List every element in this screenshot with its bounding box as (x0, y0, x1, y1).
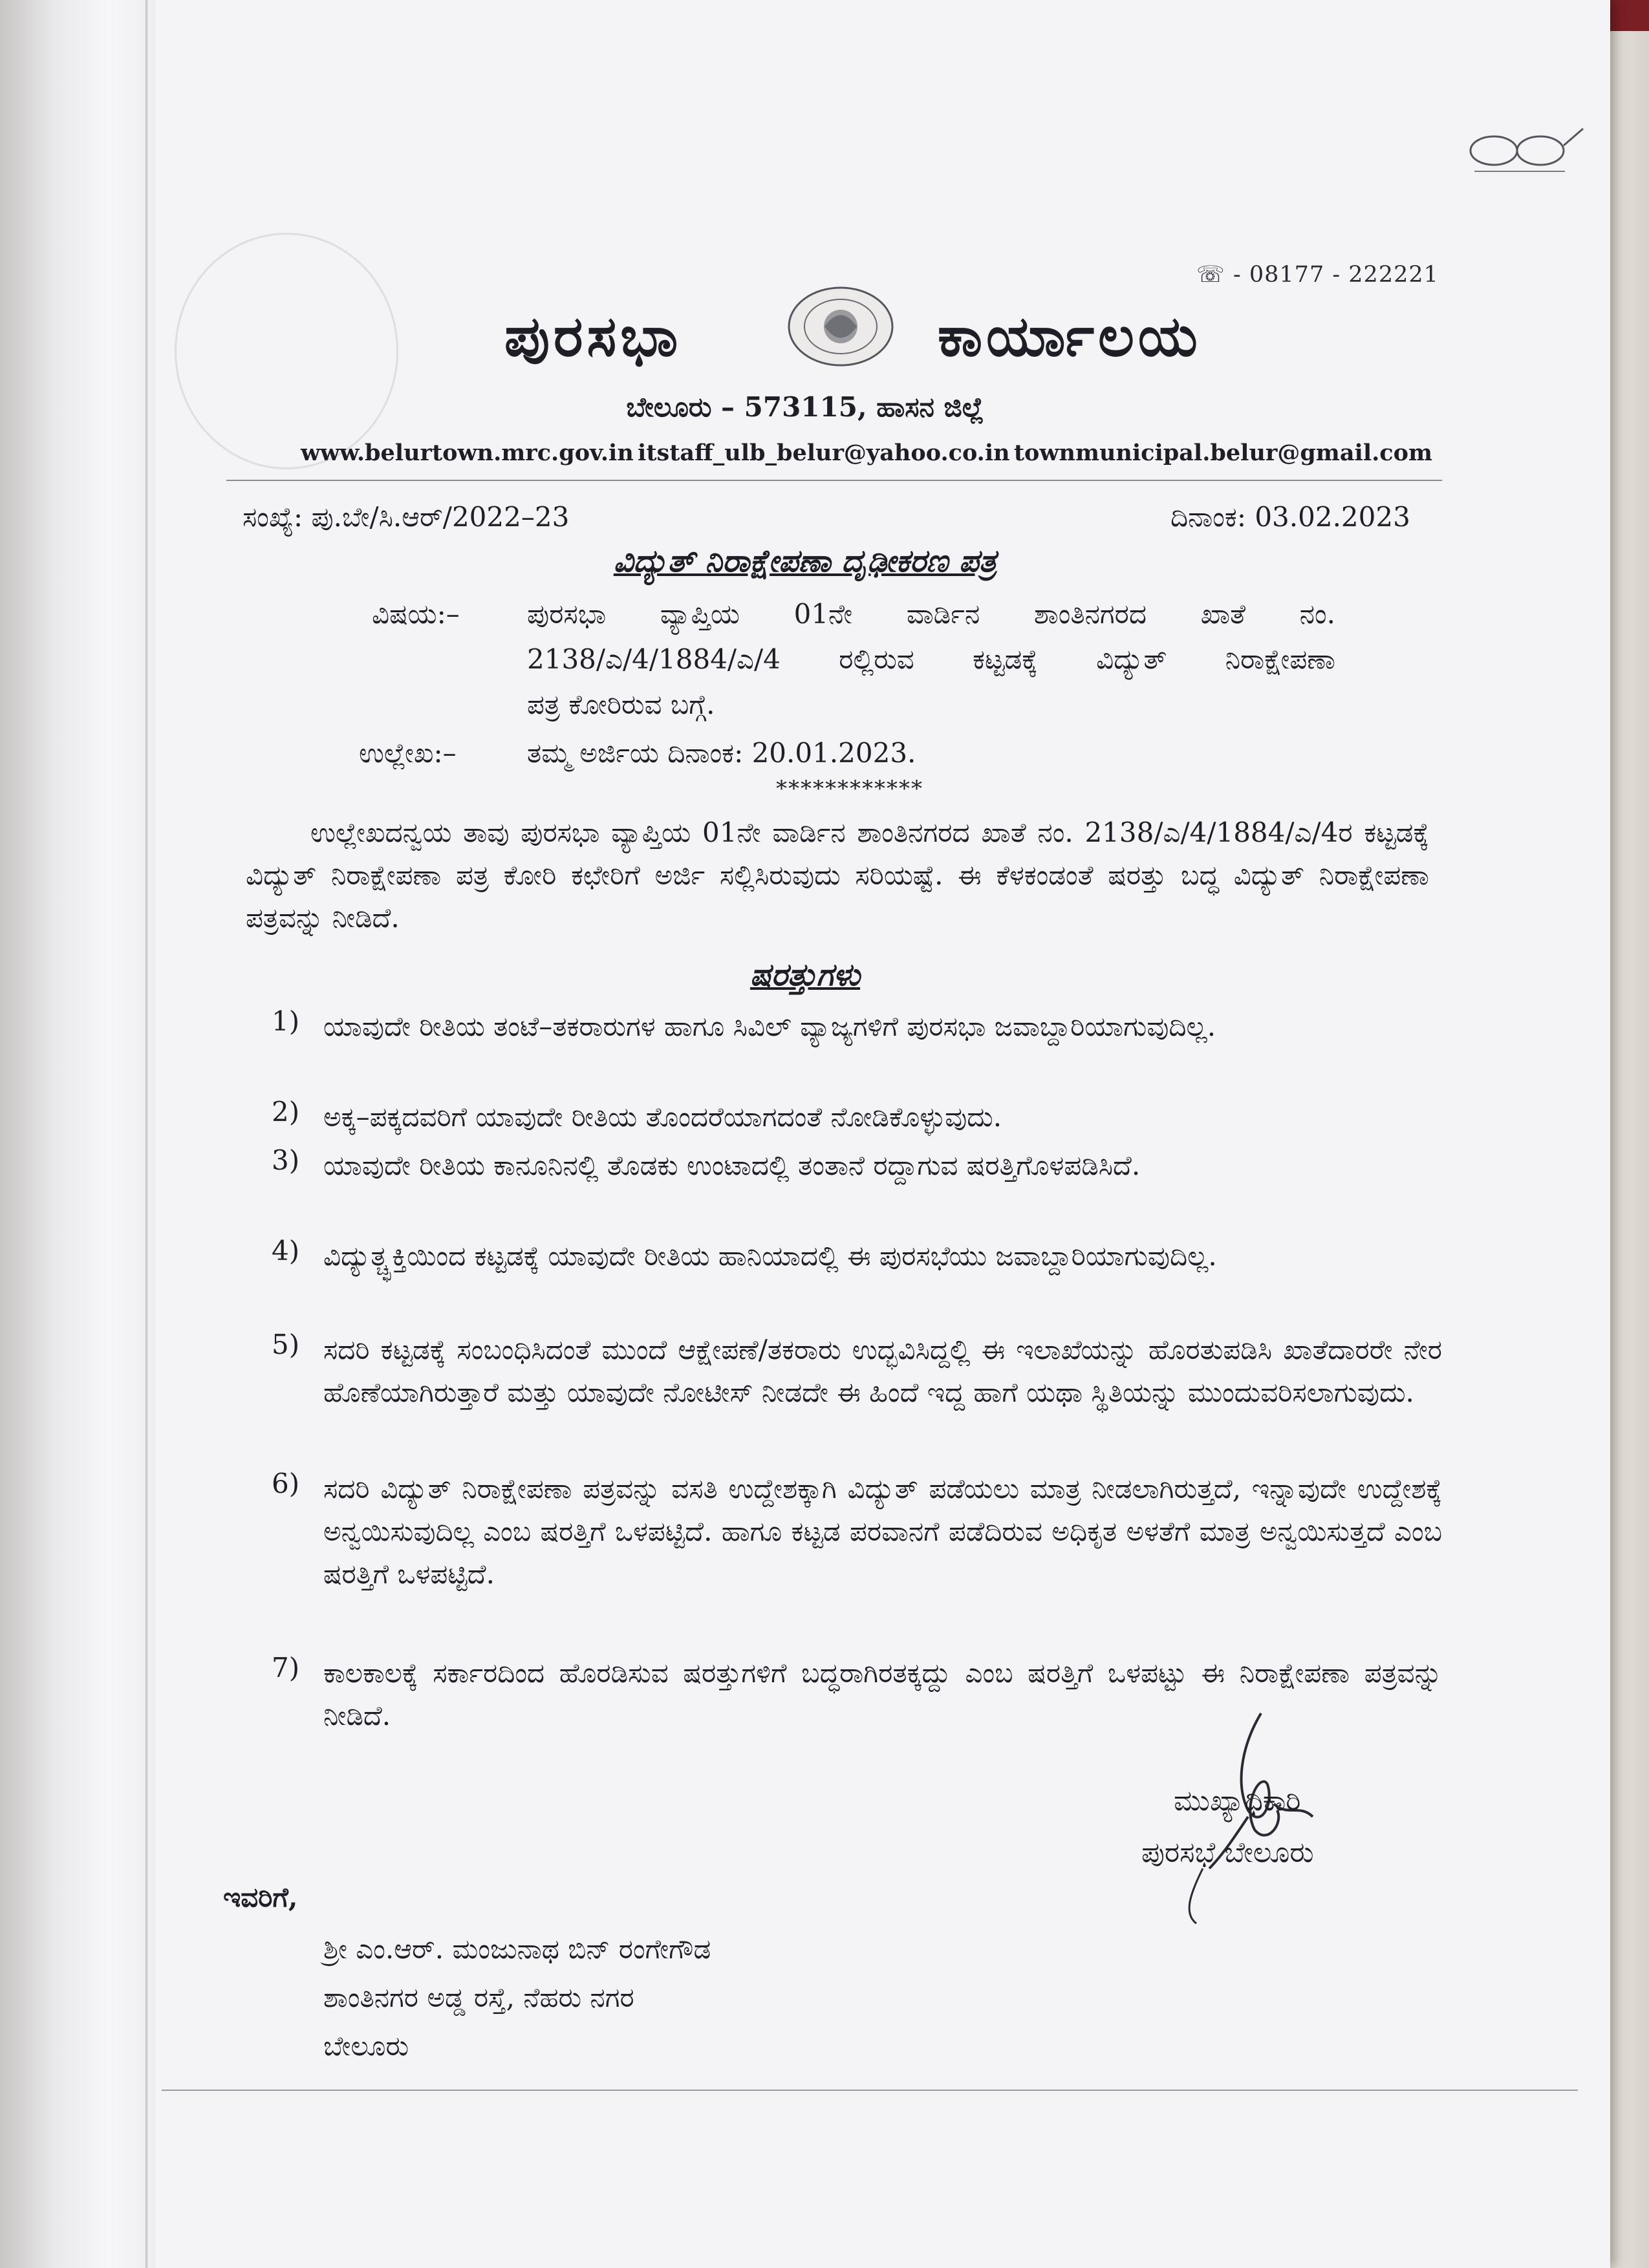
reference-text: ತಮ್ಮ ಅರ್ಜಿಯ ದಿನಾಂಕ: 20.01.2023. (527, 737, 916, 769)
subject-line: ಪುರಸಭಾ ವ್ಯಾಪ್ತಿಯ 01ನೇ ವಾರ್ಡಿನ ಶಾಂತಿನಗರದ ಖಾತೆ ನಂ. (527, 598, 1335, 630)
reference-label: ಉಲ್ಲೇಖ:– (359, 737, 457, 769)
footer-divider (162, 2090, 1578, 2091)
letter-date (1170, 501, 1410, 533)
website-text: www.belurtown.mrc.gov.in (301, 440, 634, 466)
faded-stamp-impression (175, 233, 398, 469)
condition-text: ಸದರಿ ಕಟ್ಟಡಕ್ಕೆ ಸಂಬಂಧಿಸಿದಂತೆ ಮುಂದೆ ಆಕ್ಷೇಪಣೆ/ತಕರಾರು ಉದ್ಭವಿಸಿದ್ದಲ್ಲಿ ಈ ಇಲಾಖೆಯನ್ನು ಹೊರತುಪಡಿಸಿ ಖಾತೆದಾರರೇ ನೇರ ಹೊಣೆಯಾಗಿರುತ್ತಾರೆ ಮತ್ತು ಯಾವುದೇ ನೋಟೀಸ್ ನೀಡದೇ ಈ ಹಿಂದೆ ಇದ್ದ ಹಾಗೆ ಯಥಾ ಸ್ಥಿತಿಯನ್ನು ಮುಂದುವರಿಸಲಾಗುವುದು. (323, 1334, 1442, 1408)
condition-number: 6) (272, 1468, 300, 1499)
recipient-name: ಶ್ರೀ ಎಂ.ಆರ್. ಮಂಜುನಾಥ ಬಿನ್ ರಂಗೇಗೌಡ (323, 1933, 711, 1965)
office-title-right: ಕಾರ್ಯಾಲಯ (938, 304, 1202, 369)
condition-number: 7) (272, 1652, 300, 1684)
condition-text: ಕಾಲಕಾಲಕ್ಕೆ ಸರ್ಕಾರದಿಂದ ಹೊರಡಿಸುವ ಷರತ್ತುಗಳಿಗೆ ಬದ್ಧರಾಗಿರತಕ್ಕದ್ದು ಎಂಬ ಷರತ್ತಿಗೆ ಒಳಪಟ್ಟು ಈ ನಿರಾಕ್ಷೇಪಣಾ ಪತ್ರವನ್ನು ನೀಡಿದೆ. (323, 1657, 1442, 1731)
signatory-office: ಪುರಸಭೆ ಬೇಲೂರು (1141, 1836, 1314, 1869)
subject-line: ಪತ್ರ ಕೋರಿರುವ ಬಗ್ಗೆ. (527, 689, 715, 720)
page-fold (0, 0, 155, 2268)
document-heading: ವಿದ್ಯುತ್ ನಿರಾಕ್ಷೇಪಣಾ ದೃಢೀಕರಣ ಪತ್ರ (613, 543, 997, 579)
email-secondary: townmunicipal.belur@gmail.com (1013, 440, 1432, 466)
header-divider (226, 480, 1442, 481)
recipient-street: ಶಾಂತಿನಗರ ಅಡ್ಡ ರಸ್ತೆ, ನೆಹರು ನಗರ (323, 1982, 634, 2013)
condition-text: ಸದರಿ ವಿದ್ಯುತ್ ನಿರಾಕ್ಷೇಪಣಾ ಪತ್ರವನ್ನು ವಸತಿ ಉದ್ದೇಶಕ್ಕಾಗಿ ವಿದ್ಯುತ್ ಪಡೆಯಲು ಮಾತ್ರ ನೀಡಲಾಗಿರುತ್ತದೆ, ಇನ್ನಾವುದೇ ಉದ್ದೇಶಕ್ಕೆ ಅನ್ವಯಿಸುವುದಿಲ್ಲ ಎಂಬ ಷರತ್ತಿಗೆ ಒಳಪಟ್ಟಿದೆ. ಹಾಗೂ ಕಟ್ಟಡ ಪರವಾನಗೆ ಪಡೆದಿರುವ ಅಧಿಕೃತ ಅಳತೆಗೆ ಮಾತ್ರ ಅನ್ವಯಿಸುತ್ತದೆ ಎಂಬ ಷರತ್ತಿಗೆ ಒಳಪಟ್ಟಿದೆ. (323, 1473, 1442, 1590)
subject-label: ವಿಷಯ:– (372, 598, 460, 630)
telephone-icon: ☏ (1196, 262, 1225, 288)
municipal-seal (786, 284, 896, 369)
fold-crease (146, 0, 149, 2268)
office-address: ಬೇಲೂರು – 573115, ಹಾಸನ ಜಿಲ್ಲೆ (626, 391, 984, 423)
conditions-heading: ಷರತ್ತುಗಳು (749, 957, 861, 993)
date-label: ದಿನಾಂಕ: (1170, 501, 1246, 533)
separator: ************ (776, 776, 923, 802)
recipient-town: ಬೇಲೂರು (323, 2030, 409, 2062)
phone-number: ☏ - 08177 - 222221 (1196, 262, 1439, 288)
swachh-bharat-emblem (1455, 126, 1584, 178)
condition-number: 1) (272, 1005, 300, 1037)
body-paragraph: ಉಲ್ಲೇಖದನ್ವಯ ತಾವು ಪುರಸಭಾ ವ್ಯಾಪ್ತಿಯ 01ನೇ ವಾರ್ಡಿನ ಶಾಂತಿನಗರದ ಖಾತೆ ನಂ. 2138/ಎ/4/1884/ಎ/4ರ ಕಟ್ಟಡಕ್ಕೆ ವಿದ್ಯುತ್ ನಿರಾಕ್ಷೇಪಣಾ ಪತ್ರ ಕೋರಿ ಕಛೇರಿಗೆ ಅರ್ಜಿ ಸಲ್ಲಿಸಿರುವುದು ಸರಿಯಷ್ಟೆ. ಈ ಕೆಳಕಂಡಂತೆ ಷರತ್ತು ಬದ್ಧ ವಿದ್ಯುತ್ ನಿರಾಕ್ಷೇಪಣಾ ಪತ್ರವನ್ನು ನೀಡಿದೆ. (246, 817, 1429, 934)
signatory-title: ಮುಖ್ಯಾಧಿಕಾರಿ (1174, 1784, 1301, 1817)
date-value: 03.02.2023 (1255, 501, 1410, 533)
contact-line (301, 440, 1432, 466)
condition-number: 3) (272, 1144, 300, 1176)
recipient-label: ಇವರಿಗೆ, (223, 1881, 298, 1913)
subject-line: 2138/ಎ/4/1884/ಎ/4 ರಲ್ಲಿರುವ ಕಟ್ಟಡಕ್ಕೆ ವಿದ್ಯುತ್ ನಿರಾಕ್ಷೇಪಣಾ (527, 643, 1335, 675)
email-primary: itstaff_ulb_belur@yahoo.co.in (638, 440, 1010, 466)
condition-text: ವಿದ್ಯುತ್ಚ್ಛಕ್ತಿಯಿಂದ ಕಟ್ಟಡಕ್ಕೆ ಯಾವುದೇ ರೀತಿಯ ಹಾನಿಯಾದಲ್ಲಿ ಈ ಪುರಸಭೆಯು ಜವಾಬ್ದಾರಿಯಾಗುವುದಿಲ್ಲ. (323, 1240, 1217, 1272)
condition-number: 5) (272, 1329, 300, 1360)
office-title-left: ಪುರಸಭಾ (504, 304, 682, 369)
condition-number: 4) (272, 1235, 300, 1267)
condition-text: ಯಾವುದೇ ರೀತಿಯ ಕಾನೂನಿನಲ್ಲಿ ತೊಡಕು ಉಂಟಾದಲ್ಲಿ ತಂತಾನೆ ರದ್ದಾಗುವ ಷರತ್ತಿಗೊಳಪಡಿಸಿದೆ. (323, 1150, 1141, 1181)
condition-number: 2) (272, 1096, 300, 1128)
reference-number: ಸಂಖ್ಯೆ: ಪು.ಬೇ/ಸಿ.ಆರ್/2022–23 (242, 501, 570, 533)
condition-text: ಯಾವುದೇ ರೀತಿಯ ತಂಟೆ–ತಕರಾರುಗಳ ಹಾಗೂ ಸಿವಿಲ್ ವ್ಯಾಜ್ಯಗಳಿಗೆ ಪುರಸಭಾ ಜವಾಬ್ದಾರಿಯಾಗುವುದಿಲ್ಲ. (323, 1011, 1216, 1042)
condition-text: ಅಕ್ಕ–ಪಕ್ಕದವರಿಗೆ ಯಾವುದೇ ರೀತಿಯ ತೊಂದರೆಯಾಗದಂತೆ ನೋಡಿಕೊಳ್ಳುವುದು. (323, 1101, 1002, 1133)
